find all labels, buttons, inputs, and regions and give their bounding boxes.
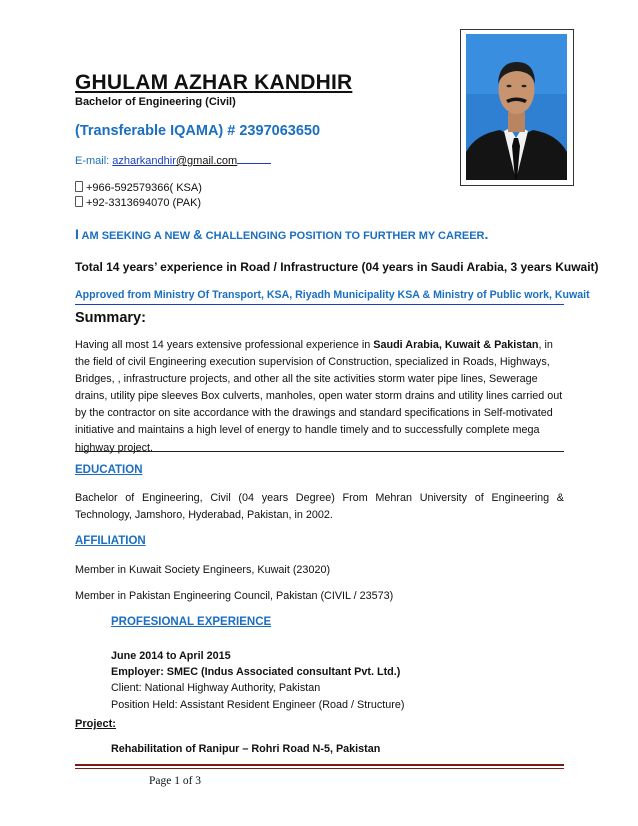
email-user: azharkandhir <box>112 155 176 167</box>
phone-icon <box>75 181 83 192</box>
email-underline-tail <box>237 153 271 164</box>
objective-part1: AM SEEKING A NEW <box>78 230 194 242</box>
objective-end: . <box>484 226 489 242</box>
page-number: Page 1 of 3 <box>149 775 202 787</box>
affiliation-item: Member in Kuwait Society Engineers, Kuwait (23020) <box>75 564 331 576</box>
project-heading: Project: <box>75 718 116 730</box>
phone-pak <box>75 196 201 209</box>
email-line <box>75 153 271 167</box>
approvals: Approved from Ministry Of Transport, KSA, Riyadh Municipality KSA & Ministry of Public work, Kuwait <box>75 289 590 301</box>
project-name: Rehabilitation of Ranipur – Rohri Road N-5, Pakistan <box>111 743 381 755</box>
summary-rest: , in the field of civil Engineering execution supervision of Construction, specialized in Roads, Highways, Bridges, , infrastructure projects, and other all the site activities storm water pipe lines, Sewerage drains, utility pipe sleeves Box culverts, manholes, open water storm drains and utility lines carried out by the contractor on site accordance with the drawings and standard specifications in Self-motivated initiative and maintains a high level of energy to handle timely and to successfully complete mega highway project. <box>75 339 563 454</box>
objective-part2: CHALLENGING POSITION TO FURTHER MY CAREER <box>202 230 485 242</box>
experience-period: June 2014 to April 2015 <box>111 650 231 662</box>
email-label: E-mail: <box>75 155 113 167</box>
summary-rule <box>75 451 564 452</box>
email-link[interactable] <box>112 155 237 167</box>
affiliation-item: Member in Pakistan Engineering Council, Pakistan (CIVIL / 23573) <box>75 590 394 602</box>
experience-employer: Employer: SMEC (Indus Associated consultant Pvt. Ltd.) <box>111 666 401 679</box>
summary-places: Saudi Arabia, Kuwait & Pakistan <box>373 339 539 351</box>
affiliation-heading: AFFILIATION <box>75 535 146 547</box>
summary-lead: Having all most 14 years extensive professional experience in <box>75 339 374 351</box>
objective-statement <box>75 226 488 242</box>
experience-heading: PROFESIONAL EXPERIENCE <box>111 616 272 628</box>
experience-entry <box>111 648 404 713</box>
footer-rule-thin <box>75 768 564 769</box>
iqama-number: (Transferable IQAMA) # 2397063650 <box>75 123 321 139</box>
objective-first-letter: I <box>75 226 79 242</box>
total-experience: Total 14 years’ experience in Road / Infrastructure (04 years in Saudi Arabia, 3 years Kuwait) <box>75 260 599 274</box>
objective-ampersand: & <box>193 227 203 242</box>
summary-heading: Summary: <box>75 310 146 326</box>
email-domain: @gmail.com <box>175 155 238 167</box>
candidate-name: GHULAM AZHAR KANDHIR <box>75 71 353 94</box>
experience-client: Client: National Highway Authority, Pakistan <box>111 682 321 695</box>
approvals-rule <box>75 304 564 305</box>
phone-ksa-text: +966-592579366( KSA) <box>86 182 202 194</box>
experience-position: Position Held: Assistant Resident Engineer (Road / Structure) <box>111 698 405 711</box>
summary-paragraph <box>75 337 564 457</box>
phone-ksa <box>75 181 202 194</box>
education-heading: EDUCATION <box>75 464 143 476</box>
education-text: Bachelor of Engineering, Civil (04 years Degree) From Mehran University of Engineering & Technology, Jamshoro, Hyderabad, Pakistan, in 2002. <box>75 492 564 521</box>
footer-rule <box>75 764 564 766</box>
phone-icon <box>75 196 83 207</box>
profile-photo <box>466 34 567 180</box>
degree-title: Bachelor of Engineering (Civil) <box>75 96 236 108</box>
phone-pak-text: +92-3313694070 (PAK) <box>86 197 202 209</box>
